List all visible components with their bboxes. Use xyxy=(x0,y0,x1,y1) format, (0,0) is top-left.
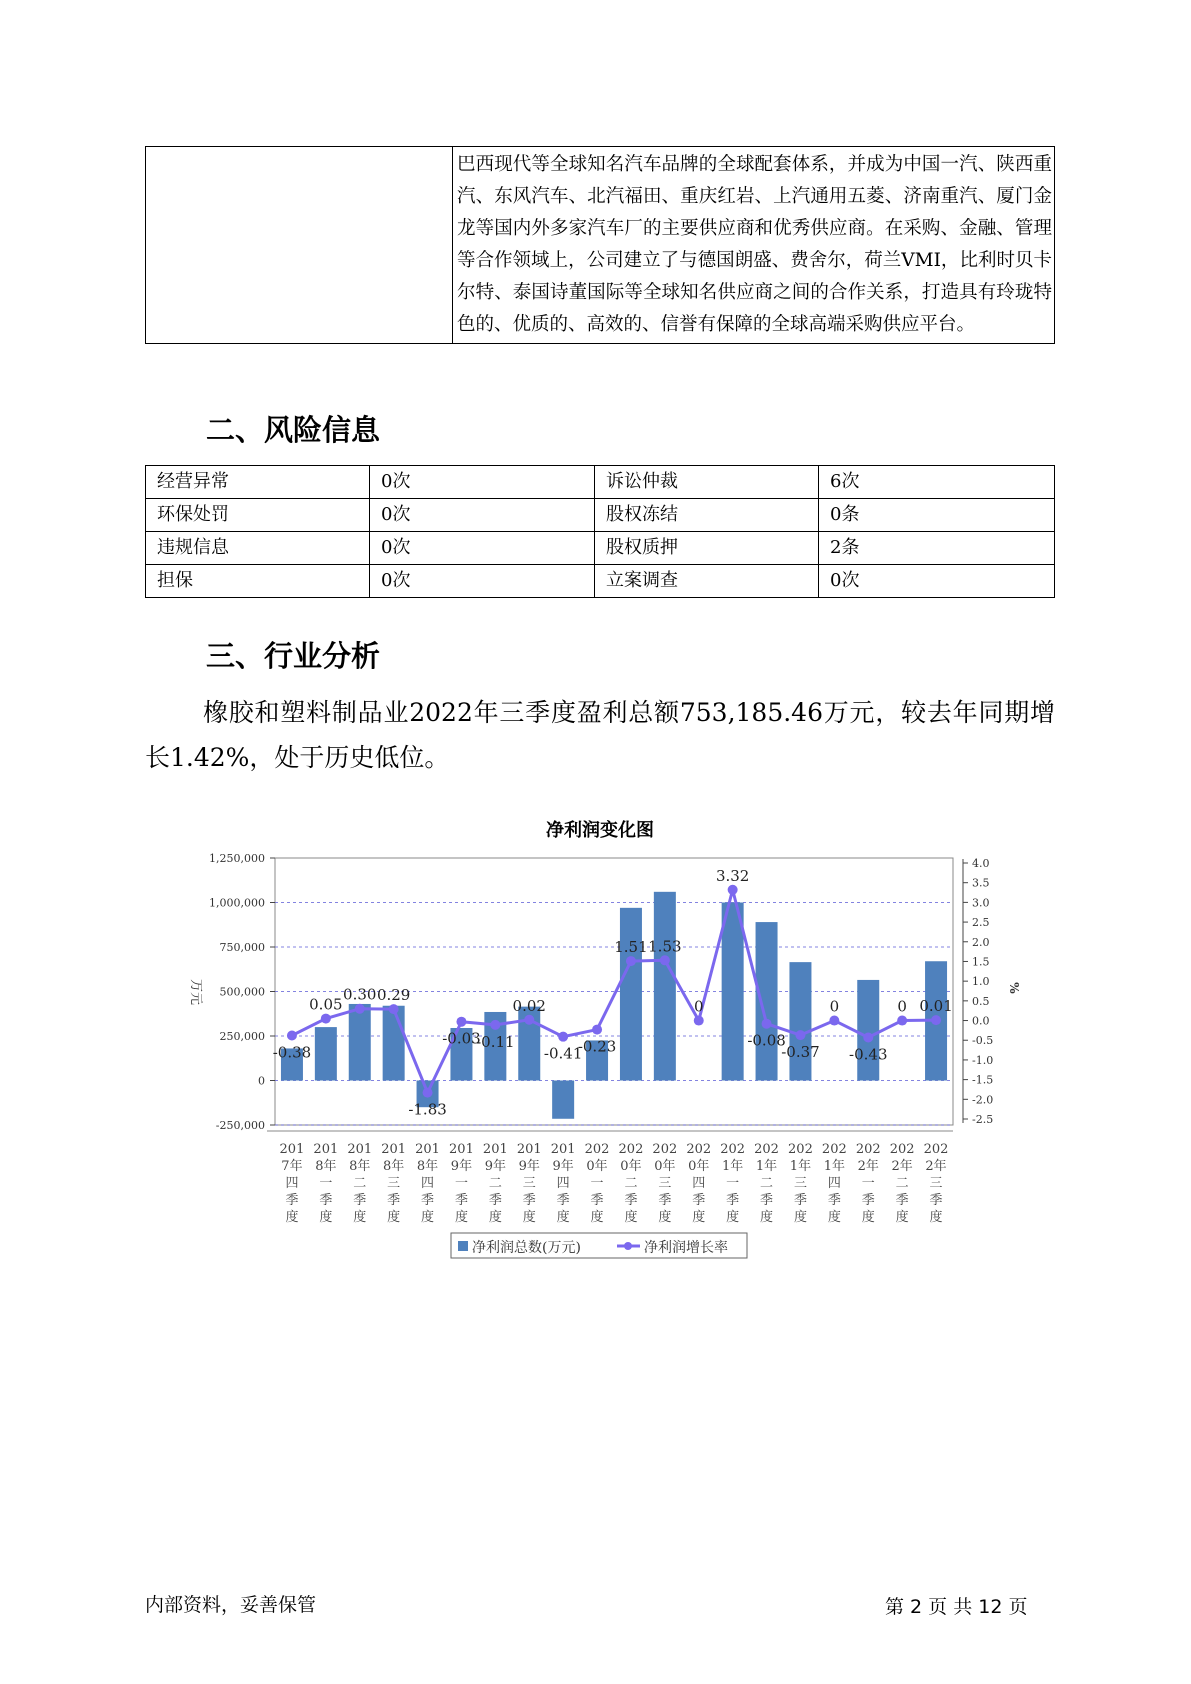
growth-data-label: 1.53 xyxy=(648,937,682,956)
x-tick-label: 二 xyxy=(488,1176,502,1191)
growth-point xyxy=(694,1016,704,1026)
growth-point xyxy=(592,1025,602,1035)
risk-label: 担保 xyxy=(146,565,370,598)
x-tick-label: 季 xyxy=(353,1193,367,1208)
x-tick-label: 201 xyxy=(415,1142,440,1157)
x-tick-label: 8年 xyxy=(383,1159,405,1174)
x-tick-label: 9年 xyxy=(518,1159,540,1174)
bar xyxy=(857,980,879,1081)
x-tick-label: 0年 xyxy=(620,1159,642,1174)
growth-data-label: 1.51 xyxy=(614,938,648,957)
x-tick-label: 9年 xyxy=(450,1159,473,1174)
growth-data-label: -0.41 xyxy=(543,1044,583,1063)
x-tick-label: 一 xyxy=(319,1176,333,1191)
growth-data-label: 0 xyxy=(693,997,704,1016)
growth-point xyxy=(829,1016,839,1026)
x-tick-label: 201 xyxy=(313,1142,339,1157)
x-tick-label: 9年 xyxy=(552,1159,574,1174)
growth-point xyxy=(931,1015,941,1025)
x-tick-label: 季 xyxy=(488,1193,502,1208)
x-tick-label: 201 xyxy=(449,1142,474,1157)
bar xyxy=(349,1004,371,1081)
y2-tick-label: 0.0 xyxy=(972,1014,990,1028)
x-tick-label: 季 xyxy=(861,1193,875,1208)
growth-data-label: -0.03 xyxy=(442,1029,481,1048)
x-tick-label: 度 xyxy=(590,1210,604,1225)
x-tick-label: 202 xyxy=(788,1142,813,1157)
x-tick-label: 季 xyxy=(692,1193,706,1208)
growth-point xyxy=(524,1015,534,1025)
growth-data-label: -0.37 xyxy=(781,1043,820,1062)
growth-data-label: 0.01 xyxy=(919,997,953,1016)
x-tick-label: 季 xyxy=(590,1193,604,1208)
risk-label: 股权质押 xyxy=(595,532,819,565)
bar xyxy=(552,1081,574,1119)
growth-data-label: 0.02 xyxy=(512,996,546,1015)
risk-value: 0条 xyxy=(819,499,1055,532)
footer-note: 内部资料，妥善保管 xyxy=(145,1594,317,1616)
legend-bar-label: 净利润总数(万元) xyxy=(472,1240,581,1256)
risk-heading: 二、风险信息 xyxy=(206,413,381,447)
x-tick-label: 季 xyxy=(726,1193,740,1208)
x-tick-label: 度 xyxy=(793,1210,807,1225)
y2-tick-label: 0.5 xyxy=(972,994,990,1008)
x-tick-label: 季 xyxy=(522,1193,536,1208)
x-tick-label: 二 xyxy=(353,1176,367,1191)
x-tick-label: 季 xyxy=(760,1193,774,1208)
x-tick-label: 度 xyxy=(929,1210,943,1225)
y-tick-label: 1,250,000 xyxy=(209,852,265,865)
growth-point xyxy=(287,1031,297,1041)
x-tick-label: 三 xyxy=(793,1176,807,1191)
risk-value: 2条 xyxy=(819,532,1055,565)
bar xyxy=(383,1006,405,1081)
x-tick-label: 季 xyxy=(658,1193,672,1208)
x-tick-label: 四 xyxy=(556,1176,570,1191)
x-tick-label: 度 xyxy=(692,1210,706,1225)
risk-label: 环保处罚 xyxy=(146,499,370,532)
x-tick-label: 三 xyxy=(929,1176,943,1191)
growth-data-label: -0.11 xyxy=(476,1032,515,1051)
page-number: 第 2 页 共 12 页 xyxy=(885,1596,1028,1618)
risk-label: 立案调查 xyxy=(595,565,819,598)
x-tick-label: 度 xyxy=(353,1210,367,1225)
y-tick-label: 1,000,000 xyxy=(209,896,265,910)
growth-point xyxy=(490,1020,500,1030)
bar xyxy=(722,903,744,1081)
risk-value: 6次 xyxy=(819,466,1055,499)
growth-data-label: -0.23 xyxy=(577,1037,617,1056)
growth-point xyxy=(423,1088,433,1098)
industry-paragraph: 橡胶和塑料制品业2022年三季度盈利总额753,185.46万元，较去年同期增长1.42%，处于历史低位。 xyxy=(145,698,1055,772)
risk-value: 0次 xyxy=(370,565,595,598)
x-tick-label: 202 xyxy=(889,1142,915,1157)
risk-label: 经营异常 xyxy=(146,466,370,499)
x-tick-label: 度 xyxy=(760,1210,774,1225)
growth-point xyxy=(355,1004,365,1014)
growth-data-label: 0 xyxy=(829,997,840,1016)
intro-text: 巴西现代等全球知名汽车品牌的全球配套体系，并成为中国一汽、陕西重汽、东风汽车、北汽福田、重庆红岩、上汽通用五菱、济南重汽、厦门金龙等国内外多家汽车厂的主要供应商和优秀供应商。在采购、金融、管理等合作领域上，公司建立了与德国朗盛、费舍尔，荷兰VMI，比利时贝卡尔特、泰国诗董国际等全球知名供应商之间的合作关系，打造具有玲珑特色的、优质的、高效的、信誉有保障的全球高端采购供应平台。 xyxy=(453,147,1055,344)
risk-label: 诉讼仲裁 xyxy=(595,466,819,499)
growth-point xyxy=(456,1017,466,1027)
x-tick-label: 三 xyxy=(658,1176,672,1191)
x-tick-label: 一 xyxy=(454,1176,468,1191)
x-tick-label: 0年 xyxy=(654,1159,676,1174)
x-tick-label: 202 xyxy=(584,1142,610,1157)
y-tick-label: -250,000 xyxy=(215,1119,265,1132)
x-tick-label: 202 xyxy=(855,1142,881,1157)
y-axis-label: 万元 xyxy=(188,978,203,1006)
y-tick-label: 0 xyxy=(258,1074,265,1088)
x-tick-label: 季 xyxy=(556,1193,570,1208)
bar xyxy=(620,908,642,1081)
y2-tick-label: 3.5 xyxy=(972,876,990,890)
x-tick-label: 1年 xyxy=(755,1159,778,1174)
x-tick-label: 度 xyxy=(726,1210,740,1225)
x-tick-label: 四 xyxy=(692,1176,706,1191)
x-tick-label: 202 xyxy=(720,1142,746,1157)
risk-value: 0次 xyxy=(370,532,595,565)
industry-heading: 三、行业分析 xyxy=(206,639,381,673)
growth-point xyxy=(795,1030,805,1040)
y2-tick-label: 2.5 xyxy=(972,916,990,930)
x-tick-label: 二 xyxy=(624,1176,638,1191)
y-tick-label: 250,000 xyxy=(219,1030,265,1043)
x-tick-label: 度 xyxy=(827,1210,841,1225)
x-tick-label: 度 xyxy=(285,1210,299,1225)
risk-label: 违规信息 xyxy=(146,532,370,565)
growth-point xyxy=(897,1016,907,1026)
x-tick-label: 7年 xyxy=(281,1159,303,1174)
x-tick-label: 一 xyxy=(726,1176,740,1191)
bar xyxy=(789,962,811,1080)
x-tick-label: 度 xyxy=(488,1210,502,1225)
x-tick-label: 度 xyxy=(861,1210,875,1225)
x-tick-label: 2年 xyxy=(857,1159,879,1174)
x-tick-label: 度 xyxy=(319,1210,333,1225)
x-tick-label: 2年 xyxy=(925,1159,947,1174)
y2-tick-label: -1.0 xyxy=(972,1053,994,1067)
risk-value: 0次 xyxy=(370,466,595,499)
x-tick-label: 度 xyxy=(556,1210,570,1225)
x-tick-label: 二 xyxy=(760,1176,774,1191)
x-tick-label: 度 xyxy=(387,1210,401,1225)
growth-data-label: -1.83 xyxy=(408,1100,447,1119)
y2-tick-label: 1.0 xyxy=(972,975,990,989)
growth-data-label: -0.38 xyxy=(272,1043,312,1062)
growth-data-label: 0.05 xyxy=(309,995,343,1014)
x-tick-label: 季 xyxy=(421,1193,435,1208)
growth-point xyxy=(728,885,738,895)
risk-label: 股权冻结 xyxy=(595,499,819,532)
x-tick-label: 8年 xyxy=(349,1159,371,1174)
y2-axis-label: % xyxy=(1007,982,1021,994)
x-tick-label: 季 xyxy=(454,1193,468,1208)
x-tick-label: 一 xyxy=(590,1176,604,1191)
x-tick-label: 季 xyxy=(895,1193,909,1208)
x-tick-label: 三 xyxy=(522,1176,536,1191)
x-tick-label: 度 xyxy=(895,1210,909,1225)
x-tick-label: 1年 xyxy=(823,1159,845,1174)
risk-value: 0次 xyxy=(819,565,1055,598)
x-tick-label: 度 xyxy=(454,1210,468,1225)
growth-data-label: -0.43 xyxy=(849,1045,888,1064)
growth-data-label: 0.30 xyxy=(343,985,377,1004)
y2-tick-label: -0.5 xyxy=(972,1034,994,1048)
x-tick-label: 8年 xyxy=(315,1159,337,1174)
legend-line-marker xyxy=(624,1242,632,1250)
x-tick-label: 201 xyxy=(516,1142,542,1157)
growth-point xyxy=(389,1004,399,1014)
growth-point xyxy=(558,1032,568,1042)
x-tick-label: 度 xyxy=(624,1210,638,1225)
risk-value: 0次 xyxy=(370,499,595,532)
x-tick-label: 0年 xyxy=(586,1159,608,1174)
x-tick-label: 四 xyxy=(827,1176,841,1191)
x-tick-label: 度 xyxy=(421,1210,435,1225)
growth-point xyxy=(660,955,670,965)
x-tick-label: 0年 xyxy=(688,1159,710,1174)
growth-data-label: 0.29 xyxy=(376,986,411,1005)
growth-data-label: -0.08 xyxy=(747,1031,786,1050)
chart-title: 净利润变化图 xyxy=(546,820,654,841)
x-tick-label: 四 xyxy=(285,1176,299,1191)
y-tick-label: 750,000 xyxy=(219,941,265,954)
y2-tick-label: -2.5 xyxy=(972,1113,994,1126)
x-tick-label: 2年 xyxy=(891,1159,913,1174)
x-tick-label: 201 xyxy=(550,1142,576,1157)
growth-point xyxy=(762,1019,772,1029)
x-tick-label: 季 xyxy=(793,1193,807,1208)
y2-tick-label: 3.0 xyxy=(972,896,990,910)
bar xyxy=(654,892,676,1081)
x-tick-label: 201 xyxy=(381,1142,407,1157)
x-tick-label: 度 xyxy=(522,1210,536,1225)
y-tick-label: 500,000 xyxy=(219,985,265,999)
x-tick-label: 季 xyxy=(285,1193,299,1208)
x-tick-label: 202 xyxy=(821,1142,847,1157)
x-tick-label: 二 xyxy=(895,1176,909,1191)
y2-tick-label: -2.0 xyxy=(972,1093,994,1107)
bar xyxy=(315,1027,337,1080)
x-tick-label: 一 xyxy=(861,1176,875,1191)
y2-tick-label: 2.0 xyxy=(972,935,990,949)
x-tick-label: 1年 xyxy=(722,1159,744,1174)
x-tick-label: 四 xyxy=(421,1176,435,1191)
x-tick-label: 三 xyxy=(387,1176,401,1191)
x-tick-label: 季 xyxy=(624,1193,638,1208)
x-tick-label: 202 xyxy=(686,1142,712,1157)
y2-tick-label: 1.5 xyxy=(972,955,990,969)
bar xyxy=(756,922,778,1080)
x-tick-label: 季 xyxy=(319,1193,333,1208)
growth-data-label: 3.32 xyxy=(715,866,750,885)
x-tick-label: 季 xyxy=(387,1193,401,1208)
x-tick-label: 8年 xyxy=(416,1159,439,1174)
y2-tick-label: -1.5 xyxy=(972,1073,994,1087)
growth-point xyxy=(863,1032,873,1042)
growth-point xyxy=(626,956,636,966)
x-tick-label: 季 xyxy=(929,1193,943,1208)
x-tick-label: 201 xyxy=(482,1142,508,1157)
legend-line-label: 净利润增长率 xyxy=(644,1240,728,1256)
x-tick-label: 1年 xyxy=(789,1159,812,1174)
x-tick-label: 202 xyxy=(618,1142,644,1157)
growth-point xyxy=(321,1014,331,1024)
x-tick-label: 201 xyxy=(279,1142,305,1157)
x-tick-label: 度 xyxy=(658,1210,672,1225)
growth-data-label: 0 xyxy=(897,997,907,1016)
x-tick-label: 201 xyxy=(347,1142,373,1157)
x-tick-label: 202 xyxy=(754,1142,779,1157)
y2-tick-label: 4.0 xyxy=(972,857,990,870)
legend-bar-swatch xyxy=(458,1241,468,1251)
x-tick-label: 202 xyxy=(652,1142,678,1157)
x-tick-label: 季 xyxy=(827,1193,841,1208)
x-tick-label: 202 xyxy=(923,1142,949,1157)
x-tick-label: 9年 xyxy=(484,1159,506,1174)
